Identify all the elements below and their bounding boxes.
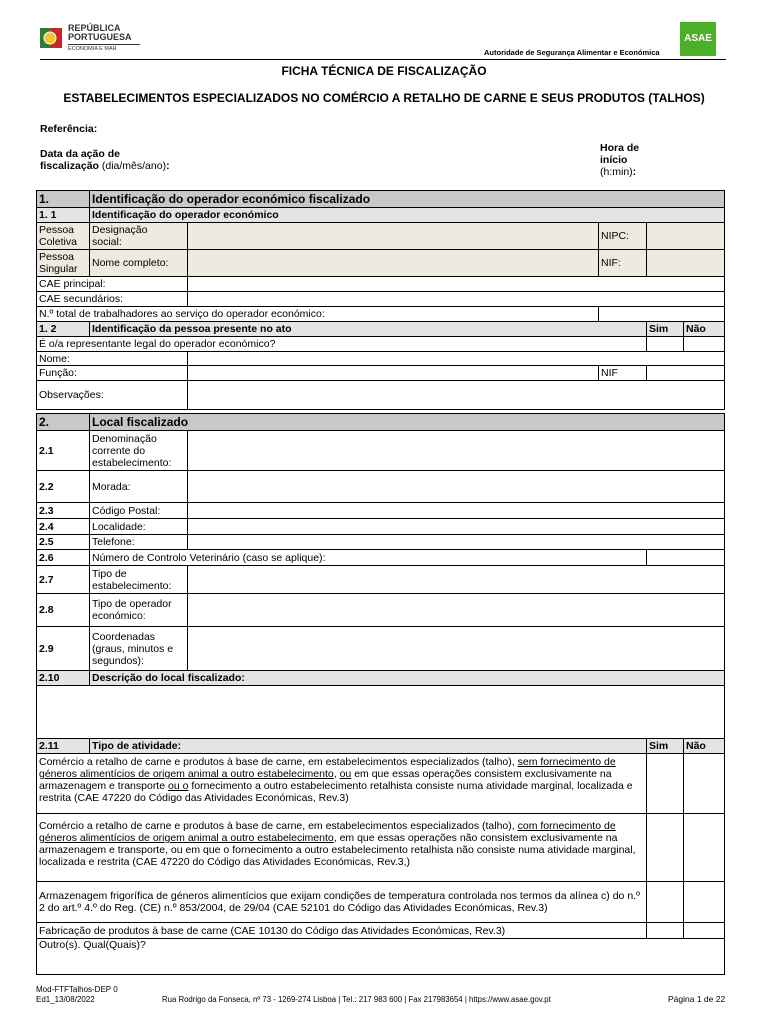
atividade-2-sim-box[interactable] [647,814,684,882]
page-subtitle: ESTABELECIMENTOS ESPECIALIZADOS NO COMÉRCIO A RETALHO DE CARNE E SEUS PRODUTOS (TALHOS) [63,91,705,105]
r24-num: 2.4 [37,519,90,535]
designacao-field[interactable] [188,223,599,250]
atividade-4-text: Fabricação de produtos à base de carne (CAE 10130 do Código das Atividades Económicas, Rev.3) [37,923,647,939]
denominacao-label: Denominação corrente do estabelecimento: [90,431,188,471]
data-acao-label: Data da ação de fiscalização (dia/mês/ano): [40,148,170,172]
s11-title: Identificação do operador económico [90,208,725,223]
atividade-2-text: Comércio a retalho de carne e produtos à base de carne, em estabelecimentos especializados (talho), com fornecimento de géneros alimentícios de origem animal a outro estabelecimento, em que essas operações não consistem exclusivamente na armazenagem e transporte, ou em que o fornecimento a outro estabelecimento retalhista não consiste numa atividade marginal, localizada e restrita (CAE 47220 do Código das Atividades Económicas, Rev.3,) [37,814,647,882]
nif-field[interactable] [647,250,725,277]
r21-num: 2.1 [37,431,90,471]
nome-completo-label: Nome completo: [90,250,188,277]
localidade-field[interactable] [188,519,725,535]
nif2-label: NIF [599,366,647,381]
denominacao-field[interactable] [188,431,725,471]
controlo-veterinario-label: Número de Controlo Veterinário (caso se aplique): [90,550,647,566]
tipo-estabelecimento-field[interactable] [188,566,725,594]
morada-label: Morada: [90,471,188,503]
r26-num: 2.6 [37,550,90,566]
atividade-1-nao-box[interactable] [684,754,725,814]
observacoes-field[interactable] [188,381,725,410]
footer-address: Rua Rodrigo da Fonseca, nº 73 - 1269-274 Lisboa | Tel.: 217 983 600 | Fax 217983654 | https://www.asae.gov.pt [162,995,551,1004]
nome-label: Nome: [37,352,188,366]
gov-line1: REPÚBLICA [68,23,121,33]
referencia-label: Referência: [40,123,98,135]
r22-num: 2.2 [37,471,90,503]
coordenadas-label: Coordenadas (graus, minutos e segundos): [90,627,188,671]
asae-logo: ASAE [680,22,716,56]
codigo-postal-label: Código Postal: [90,503,188,519]
controlo-veterinario-field[interactable] [647,550,725,566]
pessoa-coletiva-label: Pessoa Coletiva [37,223,90,250]
s1-title: Identificação do operador económico fiscalizado [90,191,725,208]
r29-num: 2.9 [37,627,90,671]
nao-header: Não [684,322,725,337]
tipo-atividade-label: Tipo de atividade: [90,739,647,754]
morada-field[interactable] [188,471,725,503]
atividade-1-sim-box[interactable] [647,754,684,814]
atividade-4-nao-box[interactable] [684,923,725,939]
observacoes-label: Observações: [37,381,188,410]
nipc-field[interactable] [647,223,725,250]
localidade-label: Localidade: [90,519,188,535]
atividade-4-sim-box[interactable] [647,923,684,939]
header-rule [40,59,726,60]
pessoa-singular-label: Pessoa Singular [37,250,90,277]
s2-title: Local fiscalizado [90,414,725,431]
footer-mod: Mod-FTFTalhos-DEP 0 [36,985,118,994]
coordenadas-field[interactable] [188,627,725,671]
trabalhadores-label: N.º total de trabalhadores ao serviço do operador económico: [37,307,599,322]
nome-completo-field[interactable] [188,250,599,277]
representante-sim-box[interactable] [647,337,684,352]
section1-table [36,190,725,410]
s1-num: 1. [37,191,90,208]
nif2-field[interactable] [647,366,725,381]
gov-logo [40,22,150,58]
s12-num: 1. 2 [37,322,90,337]
s11-num: 1. 1 [37,208,90,223]
section2-table [36,413,725,975]
gov-ministry: ECONOMIA E MAR [68,44,140,53]
cae-secundarios-field[interactable] [188,292,725,307]
atividade-2-nao-box[interactable] [684,814,725,882]
tipo-estabelecimento-label: Tipo de estabelecimento: [90,566,188,594]
footer-ed: Ed1_13/08/2022 [36,995,95,1004]
tipo-operador-field[interactable] [188,594,725,627]
footer-doc-id [36,985,118,1005]
cae-principal-field[interactable] [188,277,725,292]
r210-num: 2.10 [37,671,90,686]
nipc-label: NIPC: [599,223,647,250]
trabalhadores-field[interactable] [599,307,725,322]
hora-inicio-label: Hora de início (h:min): [600,142,640,178]
tipo-operador-label: Tipo de operador económico: [90,594,188,627]
r28-num: 2.8 [37,594,90,627]
s12-title: Identificação da pessoa presente no ato [90,322,647,337]
funcao-field[interactable] [188,366,599,381]
atividade-3-nao-box[interactable] [684,882,725,923]
nome-field[interactable] [188,352,725,366]
representante-label: É o/a representante legal do operador económico? [37,337,647,352]
atividade-3-sim-box[interactable] [647,882,684,923]
r211-num: 2.11 [37,739,90,754]
sim-header: Sim [647,322,684,337]
atividade-3-text: Armazenagem frigorífica de géneros alimentícios que exijam condições de temperatura controlada nos termos da alínea c) do n.º 2 do art.º 4.º do Reg. (CE) n.º 853/2004, de 29/04 (CAE 52101 do Código das Atividades Económicas, Rev.3) [37,882,647,923]
telefone-field[interactable] [188,535,725,550]
s2-num: 2. [37,414,90,431]
r27-num: 2.7 [37,566,90,594]
nif-label: NIF: [599,250,647,277]
descricao-label: Descrição do local fiscalizado: [90,671,725,686]
gov-line2: PORTUGUESA [68,32,132,42]
atividade-nao-header: Não [684,739,725,754]
cae-secundarios-label: CAE secundários: [37,292,188,307]
representante-nao-box[interactable] [684,337,725,352]
telefone-label: Telefone: [90,535,188,550]
cae-principal-label: CAE principal: [37,277,188,292]
atividade-sim-header: Sim [647,739,684,754]
agency-name: Autoridade de Segurança Alimentar e Económica [484,48,660,57]
r25-num: 2.5 [37,535,90,550]
page-title: FICHA TÉCNICA DE FISCALIZAÇÃO [281,64,487,78]
atividade-outros[interactable]: Outro(s). Qual(Quais)? [37,939,725,975]
footer-page: Página 1 de 22 [668,994,726,1004]
designacao-label: Designação social: [90,223,188,250]
descricao-field[interactable] [37,686,725,739]
atividade-1-text: Comércio a retalho de carne e produtos à base de carne, em estabelecimentos especializados (talho), sem fornecimento de géneros alimentícios de origem animal a outro estabelecimento, ou em que essas operações consistem exclusivamente na armazenagem e transporte ou o fornecimento a outro estabelecimento retalhista consiste numa atividade marginal, localizada e restrita (CAE 47220 do Código das Atividades Económicas, Rev.3) [37,754,647,814]
republic-emblem-icon [40,24,64,52]
codigo-postal-field[interactable] [188,503,725,519]
funcao-label: Função: [37,366,188,381]
r23-num: 2.3 [37,503,90,519]
